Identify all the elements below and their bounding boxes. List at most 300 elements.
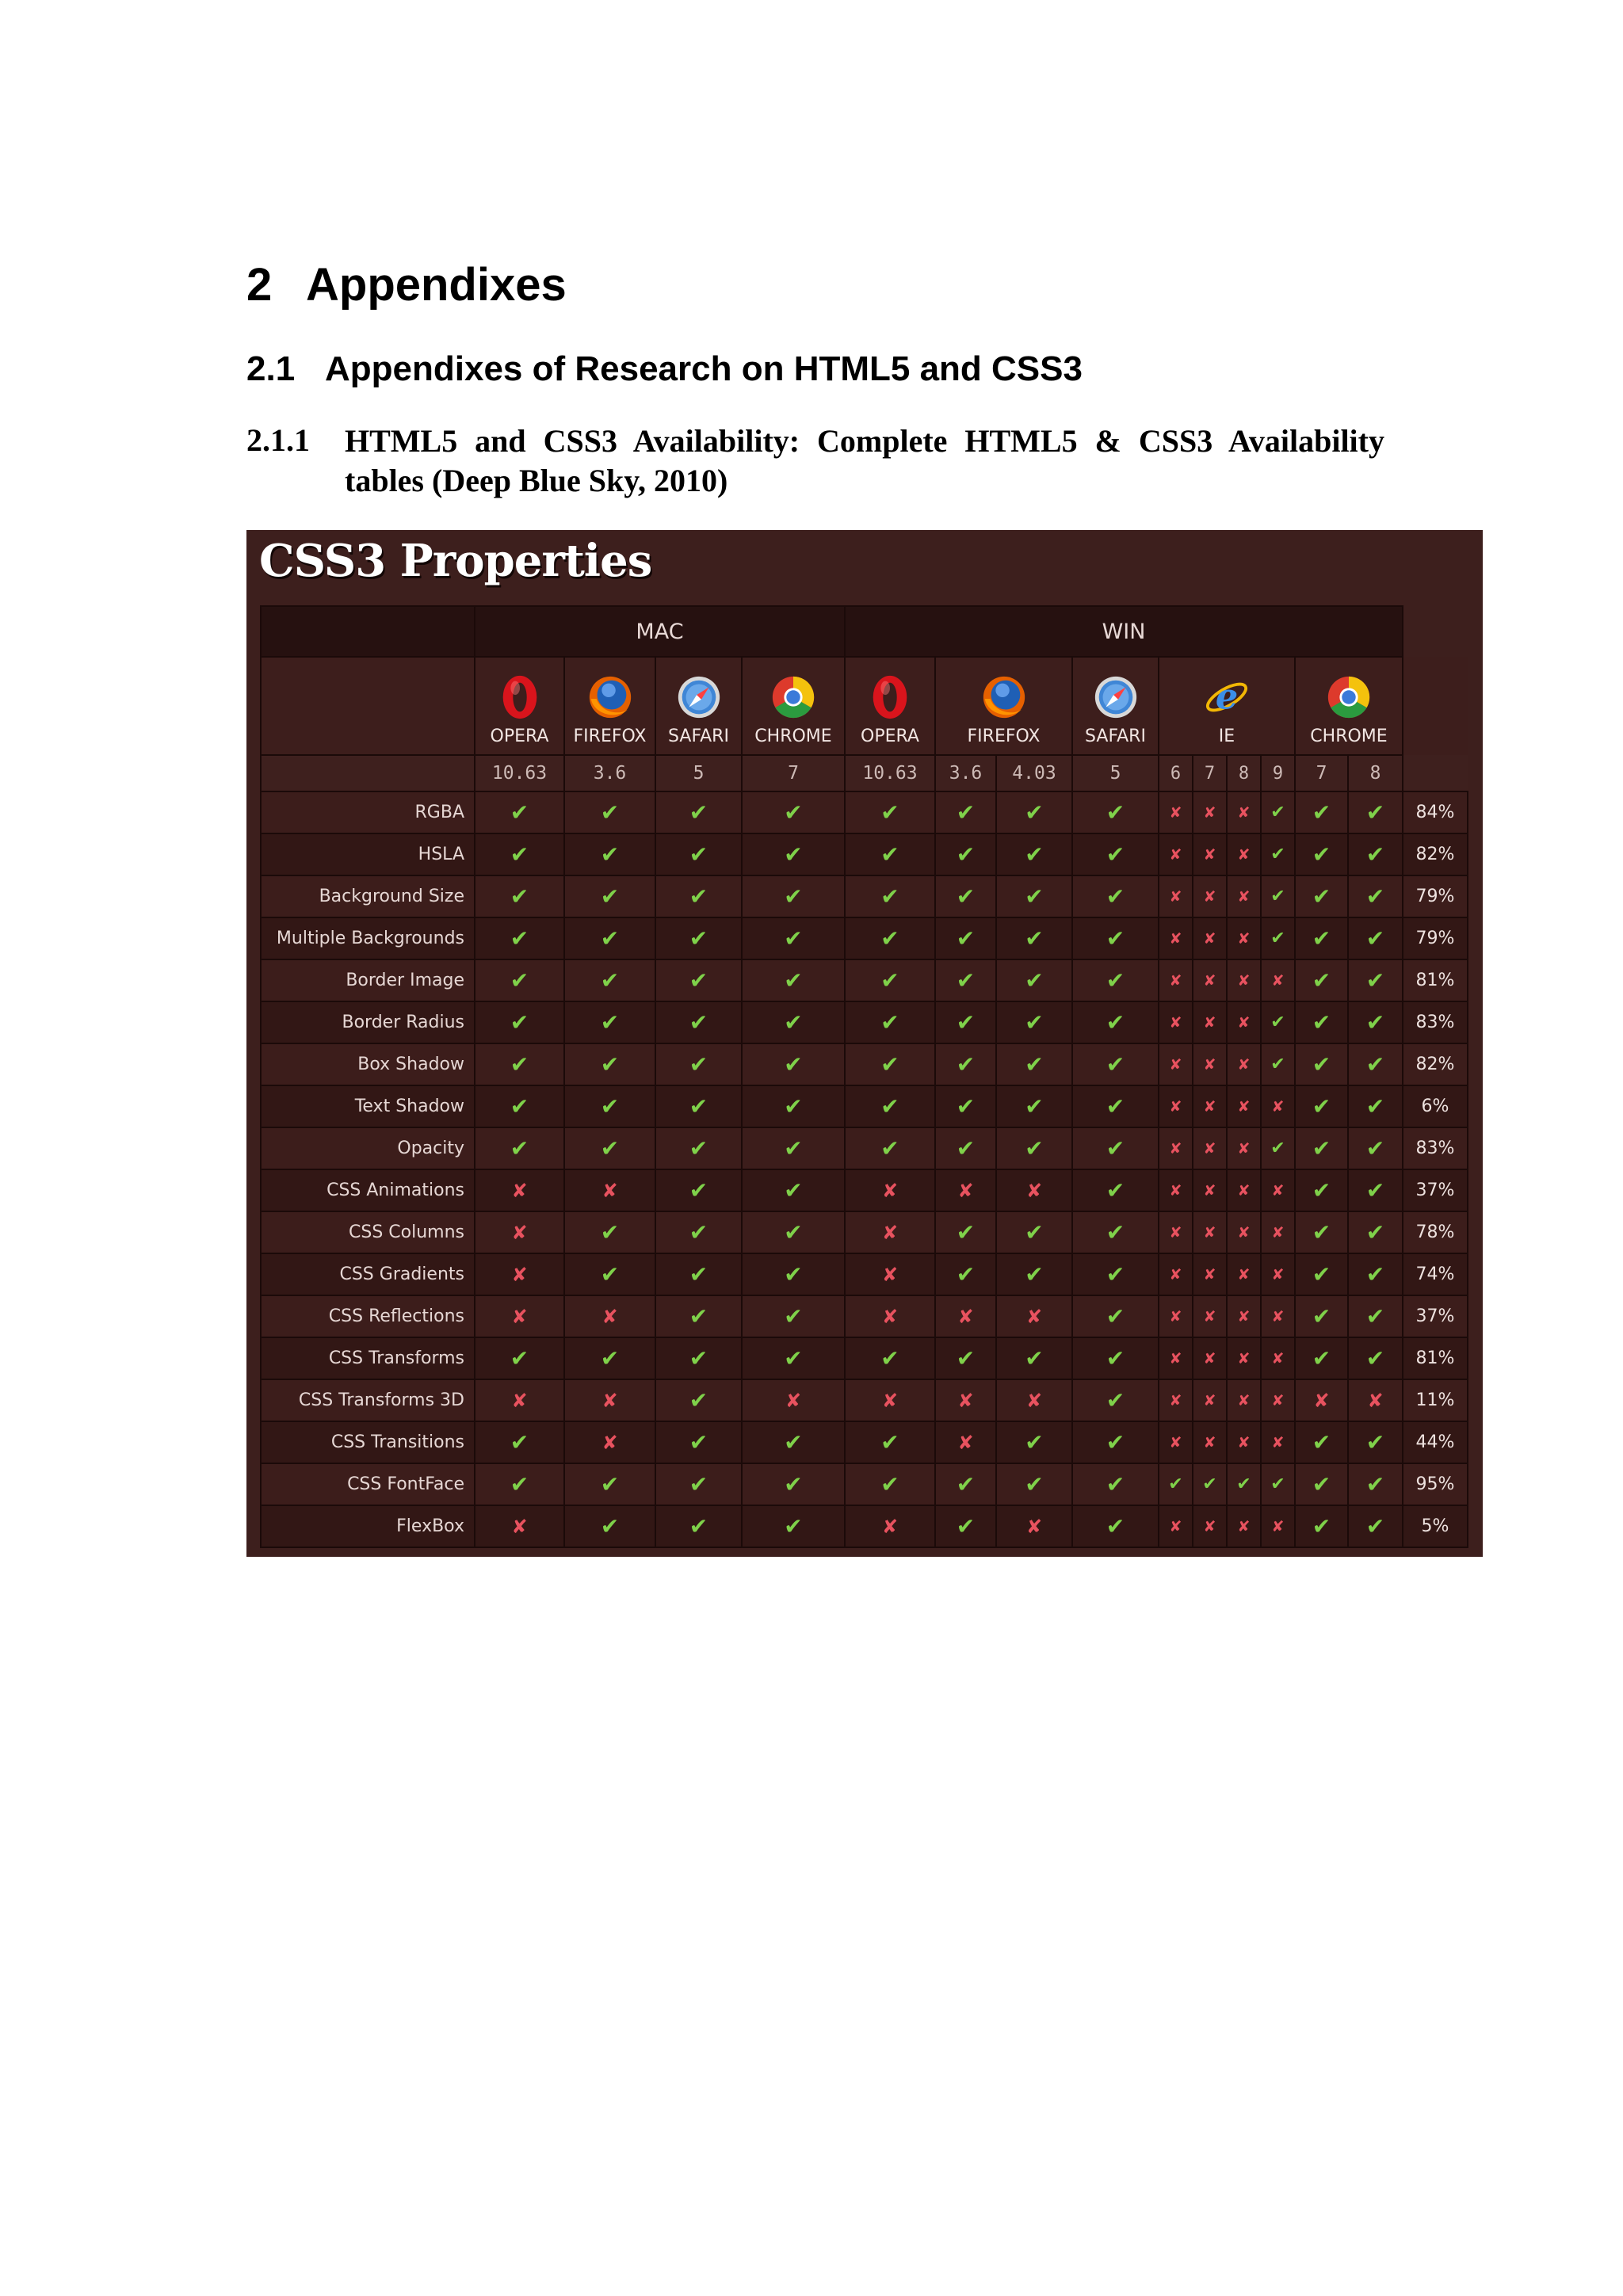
supported-check-icon: ✔ <box>1159 1463 1193 1505</box>
property-label: Opacity <box>261 1127 475 1169</box>
property-label: CSS Animations <box>261 1169 475 1211</box>
unsupported-cross-icon: ✘ <box>1159 1253 1193 1295</box>
supported-check-icon: ✔ <box>1261 1127 1295 1169</box>
unsupported-cross-icon: ✘ <box>1227 959 1261 1001</box>
header-corner <box>261 606 475 657</box>
property-row <box>261 1505 1468 1547</box>
supported-check-icon: ✔ <box>1295 1169 1348 1211</box>
unsupported-cross-icon: ✘ <box>1227 917 1261 959</box>
firefox-icon <box>980 673 1029 722</box>
unsupported-cross-icon: ✘ <box>1348 1379 1403 1421</box>
browser-win-safari <box>1072 657 1159 755</box>
supported-check-icon: ✔ <box>1295 959 1348 1001</box>
supported-check-icon: ✔ <box>1348 917 1403 959</box>
supported-check-icon: ✔ <box>996 1001 1072 1043</box>
unsupported-cross-icon: ✘ <box>1193 1253 1227 1295</box>
supported-check-icon: ✔ <box>935 959 996 1001</box>
support-percentage: 79% <box>1403 875 1468 917</box>
version-cell: 5 <box>655 755 742 791</box>
supported-check-icon: ✔ <box>1261 1463 1295 1505</box>
property-row <box>261 1253 1468 1295</box>
supported-check-icon: ✔ <box>655 1463 742 1505</box>
supported-check-icon: ✔ <box>1072 1169 1159 1211</box>
unsupported-cross-icon: ✘ <box>1159 959 1193 1001</box>
supported-check-icon: ✔ <box>996 917 1072 959</box>
supported-check-icon: ✔ <box>564 917 655 959</box>
supported-check-icon: ✔ <box>742 1001 845 1043</box>
supported-check-icon: ✔ <box>564 1085 655 1127</box>
subsection-title: Appendixes of Research on HTML5 and CSS3 <box>325 349 1083 388</box>
supported-check-icon: ✔ <box>845 959 935 1001</box>
unsupported-cross-icon: ✘ <box>1261 959 1295 1001</box>
support-percentage: 82% <box>1403 1043 1468 1085</box>
property-row <box>261 1379 1468 1421</box>
supported-check-icon: ✔ <box>1348 1001 1403 1043</box>
unsupported-cross-icon: ✘ <box>1193 1505 1227 1547</box>
chrome-icon <box>1324 673 1373 722</box>
unsupported-cross-icon: ✘ <box>845 1169 935 1211</box>
unsupported-cross-icon: ✘ <box>1159 875 1193 917</box>
supported-check-icon: ✔ <box>935 1505 996 1547</box>
support-percentage: 84% <box>1403 791 1468 833</box>
supported-check-icon: ✔ <box>655 1211 742 1253</box>
supported-check-icon: ✔ <box>996 791 1072 833</box>
browser-mac-firefox <box>564 657 655 755</box>
supported-check-icon: ✔ <box>935 1127 996 1169</box>
browser-mac-chrome <box>742 657 845 755</box>
supported-check-icon: ✔ <box>845 791 935 833</box>
supported-check-icon: ✔ <box>996 875 1072 917</box>
support-percentage: 74% <box>1403 1253 1468 1295</box>
unsupported-cross-icon: ✘ <box>1159 791 1193 833</box>
subsection-heading <box>246 349 1083 389</box>
unsupported-cross-icon: ✘ <box>1193 791 1227 833</box>
unsupported-cross-icon: ✘ <box>935 1379 996 1421</box>
supported-check-icon: ✔ <box>1261 833 1295 875</box>
supported-check-icon: ✔ <box>845 1463 935 1505</box>
supported-check-icon: ✔ <box>935 791 996 833</box>
supported-check-icon: ✔ <box>655 1127 742 1169</box>
supported-check-icon: ✔ <box>1295 1421 1348 1463</box>
supported-check-icon: ✔ <box>1295 1295 1348 1337</box>
unsupported-cross-icon: ✘ <box>1261 1085 1295 1127</box>
property-rows <box>261 791 1468 1547</box>
supported-check-icon: ✔ <box>1348 1463 1403 1505</box>
supported-check-icon: ✔ <box>564 1337 655 1379</box>
supported-check-icon: ✔ <box>1261 791 1295 833</box>
unsupported-cross-icon: ✘ <box>1261 1505 1295 1547</box>
unsupported-cross-icon: ✘ <box>1193 1211 1227 1253</box>
supported-check-icon: ✔ <box>996 1253 1072 1295</box>
unsupported-cross-icon: ✘ <box>1193 1001 1227 1043</box>
unsupported-cross-icon: ✘ <box>564 1169 655 1211</box>
unsupported-cross-icon: ✘ <box>1193 833 1227 875</box>
supported-check-icon: ✔ <box>564 1463 655 1505</box>
supported-check-icon: ✔ <box>564 1001 655 1043</box>
version-row <box>261 755 1468 791</box>
unsupported-cross-icon: ✘ <box>1227 1169 1261 1211</box>
supported-check-icon: ✔ <box>935 1211 996 1253</box>
supported-check-icon: ✔ <box>655 1421 742 1463</box>
supported-check-icon: ✔ <box>996 1043 1072 1085</box>
property-label: CSS Reflections <box>261 1295 475 1337</box>
supported-check-icon: ✔ <box>475 1001 564 1043</box>
unsupported-cross-icon: ✘ <box>1193 1043 1227 1085</box>
supported-check-icon: ✔ <box>1295 1085 1348 1127</box>
unsupported-cross-icon: ✘ <box>1261 1211 1295 1253</box>
supported-check-icon: ✔ <box>655 1253 742 1295</box>
property-row <box>261 1421 1468 1463</box>
supported-check-icon: ✔ <box>475 917 564 959</box>
unsupported-cross-icon: ✘ <box>935 1295 996 1337</box>
supported-check-icon: ✔ <box>655 1337 742 1379</box>
supported-check-icon: ✔ <box>1295 875 1348 917</box>
version-cell: 10.63 <box>475 755 564 791</box>
unsupported-cross-icon: ✘ <box>1159 1421 1193 1463</box>
property-label: Box Shadow <box>261 1043 475 1085</box>
supported-check-icon: ✔ <box>742 1127 845 1169</box>
property-label: CSS Gradients <box>261 1253 475 1295</box>
supported-check-icon: ✔ <box>1295 1337 1348 1379</box>
support-percentage: 44% <box>1403 1421 1468 1463</box>
opera-icon <box>865 673 915 722</box>
platform-header-row <box>261 606 1468 657</box>
supported-check-icon: ✔ <box>564 1253 655 1295</box>
supported-check-icon: ✔ <box>845 1421 935 1463</box>
supported-check-icon: ✔ <box>742 959 845 1001</box>
browser-mac-safari <box>655 657 742 755</box>
browser-name: FIREFOX <box>573 726 647 746</box>
unsupported-cross-icon: ✘ <box>1159 1505 1193 1547</box>
supported-check-icon: ✔ <box>1295 1505 1348 1547</box>
support-percentage: 37% <box>1403 1295 1468 1337</box>
supported-check-icon: ✔ <box>1348 1337 1403 1379</box>
unsupported-cross-icon: ✘ <box>1159 1085 1193 1127</box>
supported-check-icon: ✔ <box>845 1337 935 1379</box>
css3-properties-table-image <box>246 530 1483 1557</box>
supported-check-icon: ✔ <box>1348 1253 1403 1295</box>
supported-check-icon: ✔ <box>742 791 845 833</box>
supported-check-icon: ✔ <box>996 1127 1072 1169</box>
supported-check-icon: ✔ <box>1295 791 1348 833</box>
supported-check-icon: ✔ <box>475 1421 564 1463</box>
supported-check-icon: ✔ <box>996 1211 1072 1253</box>
supported-check-icon: ✔ <box>1072 1295 1159 1337</box>
property-row <box>261 1127 1468 1169</box>
browser-name: OPERA <box>861 726 919 746</box>
supported-check-icon: ✔ <box>1072 959 1159 1001</box>
unsupported-cross-icon: ✘ <box>1193 1127 1227 1169</box>
supported-check-icon: ✔ <box>1348 1505 1403 1547</box>
supported-check-icon: ✔ <box>1261 917 1295 959</box>
supported-check-icon: ✔ <box>1193 1463 1227 1505</box>
supported-check-icon: ✔ <box>1348 1211 1403 1253</box>
supported-check-icon: ✔ <box>655 1505 742 1547</box>
supported-check-icon: ✔ <box>1348 833 1403 875</box>
browser-corner <box>261 657 475 755</box>
supported-check-icon: ✔ <box>1072 1505 1159 1547</box>
supported-check-icon: ✔ <box>475 1043 564 1085</box>
unsupported-cross-icon: ✘ <box>1227 1211 1261 1253</box>
unsupported-cross-icon: ✘ <box>845 1253 935 1295</box>
version-cell: 6 <box>1159 755 1193 791</box>
unsupported-cross-icon: ✘ <box>564 1379 655 1421</box>
supported-check-icon: ✔ <box>1072 1253 1159 1295</box>
version-cell: 3.6 <box>564 755 655 791</box>
supported-check-icon: ✔ <box>564 1505 655 1547</box>
property-label: CSS Columns <box>261 1211 475 1253</box>
unsupported-cross-icon: ✘ <box>1227 1379 1261 1421</box>
subsection-number: 2.1 <box>246 349 296 388</box>
supported-check-icon: ✔ <box>564 1211 655 1253</box>
supported-check-icon: ✔ <box>742 1505 845 1547</box>
supported-check-icon: ✔ <box>935 917 996 959</box>
supported-check-icon: ✔ <box>1072 1211 1159 1253</box>
property-row <box>261 1295 1468 1337</box>
supported-check-icon: ✔ <box>1295 1211 1348 1253</box>
supported-check-icon: ✔ <box>742 917 845 959</box>
version-cell: 7 <box>742 755 845 791</box>
unsupported-cross-icon: ✘ <box>1159 917 1193 959</box>
supported-check-icon: ✔ <box>1348 875 1403 917</box>
unsupported-cross-icon: ✘ <box>1227 1505 1261 1547</box>
unsupported-cross-icon: ✘ <box>1193 1295 1227 1337</box>
opera-icon <box>495 673 544 722</box>
safari-icon <box>1091 673 1140 722</box>
supported-check-icon: ✔ <box>655 1295 742 1337</box>
property-row <box>261 833 1468 875</box>
supported-check-icon: ✔ <box>935 1337 996 1379</box>
supported-check-icon: ✔ <box>655 791 742 833</box>
property-row <box>261 1337 1468 1379</box>
property-row <box>261 1211 1468 1253</box>
unsupported-cross-icon: ✘ <box>1159 1169 1193 1211</box>
property-label: Multiple Backgrounds <box>261 917 475 959</box>
supported-check-icon: ✔ <box>742 1085 845 1127</box>
unsupported-cross-icon: ✘ <box>475 1169 564 1211</box>
supported-check-icon: ✔ <box>742 1421 845 1463</box>
supported-check-icon: ✔ <box>1072 1127 1159 1169</box>
supported-check-icon: ✔ <box>1295 1043 1348 1085</box>
property-label: CSS FontFace <box>261 1463 475 1505</box>
unsupported-cross-icon: ✘ <box>1227 1337 1261 1379</box>
version-cell: 8 <box>1227 755 1261 791</box>
unsupported-cross-icon: ✘ <box>1227 791 1261 833</box>
browser-name: OPERA <box>490 726 549 746</box>
support-percentage: 82% <box>1403 833 1468 875</box>
subsubsection-number: 2.1.1 <box>246 422 310 458</box>
supported-check-icon: ✔ <box>845 833 935 875</box>
browser-name: SAFARI <box>1085 726 1146 746</box>
property-label: Background Size <box>261 875 475 917</box>
version-cell: 10.63 <box>845 755 935 791</box>
supported-check-icon: ✔ <box>742 1463 845 1505</box>
supported-check-icon: ✔ <box>564 791 655 833</box>
support-percentage: 37% <box>1403 1169 1468 1211</box>
unsupported-cross-icon: ✘ <box>1227 1295 1261 1337</box>
unsupported-cross-icon: ✘ <box>1193 917 1227 959</box>
css3-availability-table <box>260 605 1468 1548</box>
supported-check-icon: ✔ <box>996 1421 1072 1463</box>
unsupported-cross-icon: ✘ <box>996 1379 1072 1421</box>
supported-check-icon: ✔ <box>1261 1043 1295 1085</box>
browser-win-chrome <box>1295 657 1403 755</box>
property-row <box>261 1085 1468 1127</box>
unsupported-cross-icon: ✘ <box>742 1379 845 1421</box>
unsupported-cross-icon: ✘ <box>1227 1253 1261 1295</box>
unsupported-cross-icon: ✘ <box>845 1295 935 1337</box>
property-label: RGBA <box>261 791 475 833</box>
unsupported-cross-icon: ✘ <box>1295 1379 1348 1421</box>
subsubsection-heading <box>246 421 1384 501</box>
unsupported-cross-icon: ✘ <box>1159 1295 1193 1337</box>
supported-check-icon: ✔ <box>1261 875 1295 917</box>
supported-check-icon: ✔ <box>1072 1463 1159 1505</box>
supported-check-icon: ✔ <box>845 917 935 959</box>
supported-check-icon: ✔ <box>1295 1253 1348 1295</box>
supported-check-icon: ✔ <box>564 1043 655 1085</box>
support-percentage: 78% <box>1403 1211 1468 1253</box>
supported-check-icon: ✔ <box>564 1127 655 1169</box>
supported-check-icon: ✔ <box>475 791 564 833</box>
browser-name: CHROME <box>1310 726 1388 746</box>
supported-check-icon: ✔ <box>996 1463 1072 1505</box>
unsupported-cross-icon: ✘ <box>1261 1337 1295 1379</box>
supported-check-icon: ✔ <box>742 1169 845 1211</box>
supported-check-icon: ✔ <box>475 1463 564 1505</box>
chrome-icon <box>769 673 818 722</box>
unsupported-cross-icon: ✘ <box>1159 1379 1193 1421</box>
unsupported-cross-icon: ✘ <box>1227 1421 1261 1463</box>
support-percentage: 81% <box>1403 959 1468 1001</box>
property-label: CSS Transforms <box>261 1337 475 1379</box>
unsupported-cross-icon: ✘ <box>935 1421 996 1463</box>
unsupported-cross-icon: ✘ <box>1193 959 1227 1001</box>
unsupported-cross-icon: ✘ <box>475 1253 564 1295</box>
version-spacer <box>1403 755 1468 791</box>
supported-check-icon: ✔ <box>1072 833 1159 875</box>
unsupported-cross-icon: ✘ <box>1159 1337 1193 1379</box>
unsupported-cross-icon: ✘ <box>1261 1421 1295 1463</box>
supported-check-icon: ✔ <box>475 1337 564 1379</box>
supported-check-icon: ✔ <box>655 917 742 959</box>
supported-check-icon: ✔ <box>996 959 1072 1001</box>
supported-check-icon: ✔ <box>1072 1421 1159 1463</box>
unsupported-cross-icon: ✘ <box>845 1505 935 1547</box>
subsubsection-title: HTML5 and CSS3 Availability: Complete HTML5 & CSS3 Availability tables (Deep Blue Sky, 2010) <box>345 423 1384 498</box>
supported-check-icon: ✔ <box>1227 1463 1261 1505</box>
unsupported-cross-icon: ✘ <box>845 1379 935 1421</box>
property-label: Text Shadow <box>261 1085 475 1127</box>
unsupported-cross-icon: ✘ <box>475 1379 564 1421</box>
unsupported-cross-icon: ✘ <box>1159 1127 1193 1169</box>
property-label: Border Radius <box>261 1001 475 1043</box>
supported-check-icon: ✔ <box>475 959 564 1001</box>
unsupported-cross-icon: ✘ <box>996 1505 1072 1547</box>
supported-check-icon: ✔ <box>1072 1001 1159 1043</box>
supported-check-icon: ✔ <box>475 1127 564 1169</box>
supported-check-icon: ✔ <box>564 833 655 875</box>
supported-check-icon: ✔ <box>935 1253 996 1295</box>
supported-check-icon: ✔ <box>1348 1169 1403 1211</box>
supported-check-icon: ✔ <box>742 833 845 875</box>
supported-check-icon: ✔ <box>1072 875 1159 917</box>
unsupported-cross-icon: ✘ <box>935 1169 996 1211</box>
supported-check-icon: ✔ <box>845 1085 935 1127</box>
supported-check-icon: ✔ <box>475 875 564 917</box>
supported-check-icon: ✔ <box>996 1337 1072 1379</box>
unsupported-cross-icon: ✘ <box>1261 1253 1295 1295</box>
unsupported-cross-icon: ✘ <box>1227 1043 1261 1085</box>
unsupported-cross-icon: ✘ <box>1261 1379 1295 1421</box>
supported-check-icon: ✔ <box>475 833 564 875</box>
supported-check-icon: ✔ <box>1348 1043 1403 1085</box>
browser-name: IE <box>1218 726 1235 746</box>
section-heading <box>246 258 567 311</box>
version-cell: 7 <box>1193 755 1227 791</box>
supported-check-icon: ✔ <box>845 875 935 917</box>
supported-check-icon: ✔ <box>655 1169 742 1211</box>
supported-check-icon: ✔ <box>1348 1085 1403 1127</box>
version-cell: 4.03 <box>996 755 1072 791</box>
supported-check-icon: ✔ <box>655 1043 742 1085</box>
unsupported-cross-icon: ✘ <box>1193 1421 1227 1463</box>
supported-check-icon: ✔ <box>1295 917 1348 959</box>
unsupported-cross-icon: ✘ <box>1227 833 1261 875</box>
group-mac: MAC <box>475 606 845 657</box>
property-label: HSLA <box>261 833 475 875</box>
supported-check-icon: ✔ <box>1295 1001 1348 1043</box>
header-spacer <box>1403 606 1468 657</box>
supported-check-icon: ✔ <box>742 1253 845 1295</box>
browser-mac-opera <box>475 657 564 755</box>
unsupported-cross-icon: ✘ <box>1193 1379 1227 1421</box>
firefox-icon <box>586 673 635 722</box>
supported-check-icon: ✔ <box>1348 1127 1403 1169</box>
safari-icon <box>674 673 724 722</box>
unsupported-cross-icon: ✘ <box>564 1421 655 1463</box>
property-label: FlexBox <box>261 1505 475 1547</box>
supported-check-icon: ✔ <box>1348 791 1403 833</box>
unsupported-cross-icon: ✘ <box>1227 1085 1261 1127</box>
unsupported-cross-icon: ✘ <box>1261 1295 1295 1337</box>
support-percentage: 83% <box>1403 1127 1468 1169</box>
property-row <box>261 1001 1468 1043</box>
supported-check-icon: ✔ <box>845 1043 935 1085</box>
supported-check-icon: ✔ <box>655 1379 742 1421</box>
section-number: 2 <box>246 259 273 311</box>
supported-check-icon: ✔ <box>1295 833 1348 875</box>
version-cell: 9 <box>1261 755 1295 791</box>
property-label: Border Image <box>261 959 475 1001</box>
supported-check-icon: ✔ <box>742 1043 845 1085</box>
browser-name: CHROME <box>754 726 832 746</box>
support-percentage: 79% <box>1403 917 1468 959</box>
property-label: CSS Transforms 3D <box>261 1379 475 1421</box>
property-row <box>261 959 1468 1001</box>
unsupported-cross-icon: ✘ <box>1193 875 1227 917</box>
support-percentage: 81% <box>1403 1337 1468 1379</box>
supported-check-icon: ✔ <box>1348 1295 1403 1337</box>
version-cell: 8 <box>1348 755 1403 791</box>
unsupported-cross-icon: ✘ <box>1227 1001 1261 1043</box>
property-row <box>261 1463 1468 1505</box>
supported-check-icon: ✔ <box>655 875 742 917</box>
supported-check-icon: ✔ <box>564 875 655 917</box>
supported-check-icon: ✔ <box>1072 1043 1159 1085</box>
supported-check-icon: ✔ <box>655 833 742 875</box>
table-title: CSS3 Properties <box>259 535 652 587</box>
